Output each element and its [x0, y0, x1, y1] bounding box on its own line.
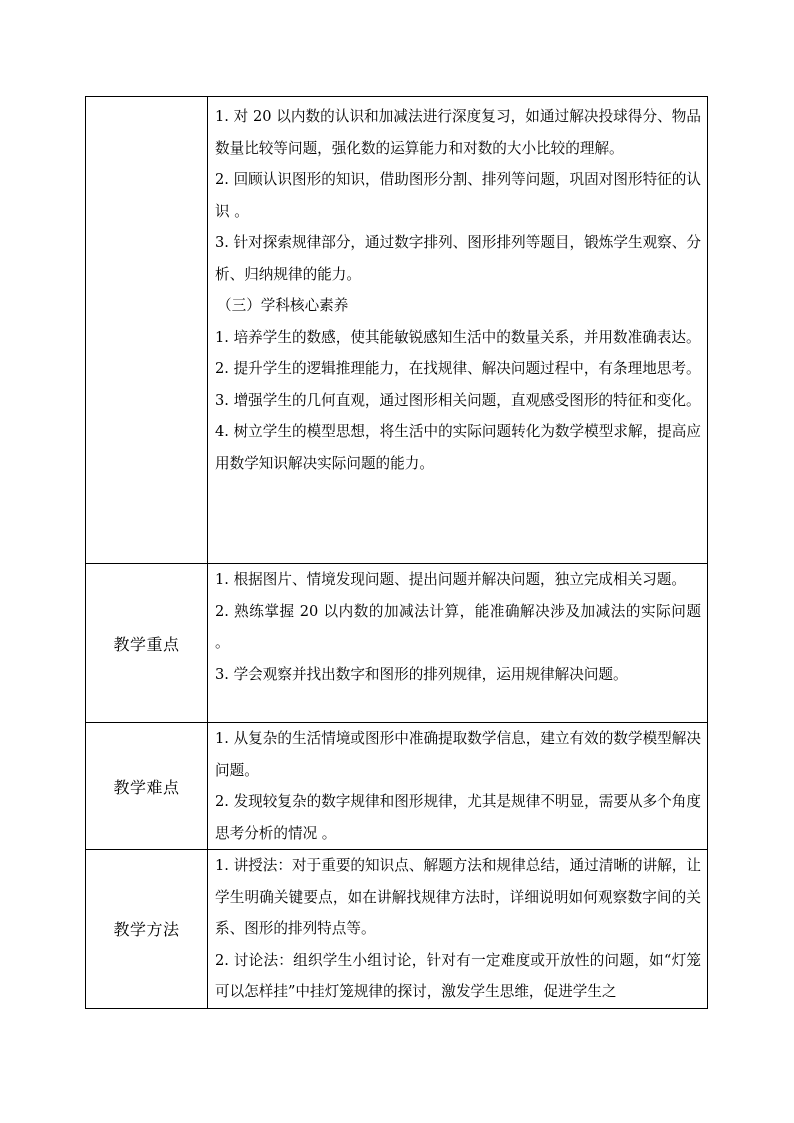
method-2: 2. 讨论法：组织学生小组讨论，针对有一定难度或开放性的问题，如“灯笼可以怎样挂”中挂灯笼规律的探讨，激发学生思维，促进学生之 [215, 951, 701, 1000]
objectives-content [208, 97, 708, 564]
table-row-methods [86, 850, 708, 1009]
literacy-paragraph-4: 4. 树立学生的模型思想，将生活中的实际问题转化为数学模型求解，提高应用数学知识解决实际问题的能力。 [215, 423, 701, 472]
table-row-objectives [86, 97, 708, 564]
row-label-key-points: 教学重点 [86, 564, 208, 723]
key-points-content [208, 564, 708, 723]
objective-paragraph-3: 3. 针对探索规律部分，通过数字排列、图形排列等题目，锻炼学生观察、分析、归纳规律的能力。 [215, 234, 701, 283]
key-point-2: 2. 熟练掌握 20 以内数的加减法计算，能准确解决涉及加减法的实际问题 。 [215, 602, 701, 651]
difficulties-content [208, 723, 708, 850]
objective-paragraph-1: 1. 对 20 以内数的认识和加减法进行深度复习，如通过解决投球得分、物品数量比较等问题，强化数的运算能力和对数的大小比较的理解。 [215, 108, 701, 157]
row-label-difficulties: 教学难点 [86, 723, 208, 850]
key-point-1: 1. 根据图片、情境发现问题、提出问题并解决问题，独立完成相关习题。 [215, 571, 686, 588]
row-label-empty [86, 97, 208, 564]
table-row-key-points [86, 564, 708, 723]
table-row-difficulties [86, 723, 708, 850]
method-1: 1. 讲授法：对于重要的知识点、解题方法和规律总结，通过清晰的讲解，让学生明确关键要点，如在讲解找规律方法时，详细说明如何观察数字间的关系、图形的排列特点等。 [215, 857, 701, 937]
key-point-3: 3. 学会观察并找出数字和图形的排列规律，运用规律解决问题。 [215, 665, 628, 683]
literacy-paragraph-2: 2. 提升学生的逻辑推理能力，在找规律、解决问题过程中，有条理地思考。 [215, 360, 701, 377]
difficulty-1: 1. 从复杂的生活情境或图形中准确提取数学信息，建立有效的数学模型解决问题。 [215, 730, 701, 779]
literacy-paragraph-3: 3. 增强学生的几何直观，通过图形相关问题，直观感受图形的特征和变化。 [215, 391, 701, 409]
literacy-paragraph-1: 1. 培养学生的数感，使其能敏锐感知生活中的数量关系，并用数准确表达。 [215, 328, 701, 346]
lesson-plan-table [85, 96, 708, 1009]
methods-content [208, 850, 708, 1009]
row-label-methods: 教学方法 [86, 850, 208, 1009]
objective-paragraph-2: 2. 回顾认识图形的知识，借助图形分割、排列等问题，巩固对图形特征的认识 。 [215, 171, 701, 220]
difficulty-2: 2. 发现较复杂的数字规律和图形规律，尤其是规律不明显，需要从多个角度思考分析的情况 。 [215, 793, 701, 842]
core-literacy-heading: （三）学科核心素养 [217, 297, 349, 314]
